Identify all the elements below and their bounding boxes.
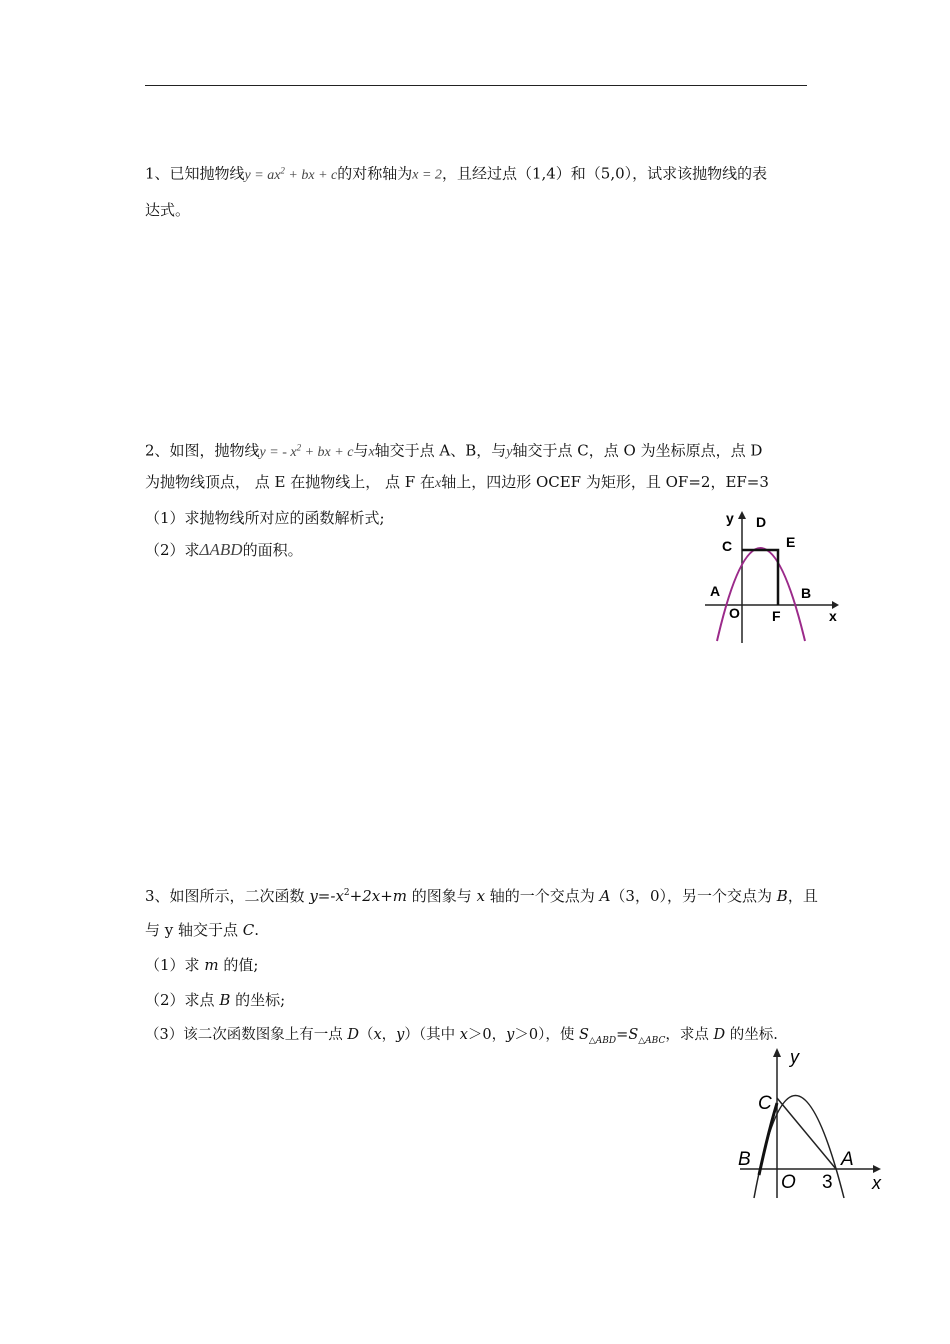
q2-line2: 为抛物线顶点， 点 E 在抛物线上， 点 F 在x轴上，四边形 OCEF 为矩形，且 OF=2，EF=3	[145, 473, 769, 491]
q3-label-a: A	[841, 1149, 854, 1170]
q3-x-arrow-icon	[873, 1165, 881, 1173]
q2-item2: （2）求ΔABD的面积。	[145, 540, 303, 559]
q3-item1: （1）求 m 的值;	[145, 956, 259, 974]
q1-line1: 1、已知抛物线$y = ax^2$ + bx + c的对称轴为x = 2，且经过点（1,4）和（5,0），试求该抛物线的表	[145, 164, 768, 183]
q3-label-b: B	[738, 1149, 751, 1170]
q2-label-b: B	[801, 585, 812, 601]
q3-line2: 与 y 轴交于点 C.	[145, 921, 260, 939]
q3-label-3: 3	[822, 1172, 833, 1193]
q2-label-o: O	[729, 605, 740, 621]
q2-label-e: E	[786, 534, 796, 550]
q2-label-x: x	[829, 608, 837, 624]
q3-figure	[732, 1043, 892, 1203]
q2-item1: （1）求抛物线所对应的函数解析式;	[145, 509, 385, 527]
q3-label-x: x	[872, 1173, 881, 1193]
triangle-abd: ΔABD	[199, 540, 243, 559]
q3-label-c: C	[758, 1093, 772, 1114]
q3-y-arrow-icon	[773, 1048, 781, 1057]
q2-rectangle-ocef	[742, 550, 778, 605]
q2-parabola	[717, 548, 805, 641]
q3-label-o: O	[781, 1172, 796, 1193]
q2-equation: y = - $x^2$ + bx + c	[259, 442, 354, 460]
q2-y-arrow-icon	[738, 511, 746, 519]
q2-label-c: C	[722, 538, 733, 554]
q2-label-f: F	[772, 608, 781, 624]
q1-axis-equation: x = 2	[412, 167, 442, 183]
q3-label-y: y	[790, 1047, 799, 1067]
q1-text-pre: 1、已知抛物线	[145, 164, 245, 183]
q2-figure	[700, 505, 850, 650]
q2-label-a: A	[710, 583, 721, 599]
q3-item2: （2）求点 B 的坐标;	[145, 991, 286, 1009]
q1-line2: 达式。	[145, 201, 191, 219]
q3-segment-ca	[777, 1098, 836, 1169]
q1-equation: $y = ax^2$ + bx + c	[244, 165, 338, 183]
q2-line1: 2、如图，抛物线y = - $x^2$ + bx + c与x轴交于点 A、B，与y轴交于点 C，点 O 为坐标原点，点 D	[145, 441, 763, 460]
header-rule	[145, 85, 807, 86]
q2-label-y: y	[726, 510, 734, 526]
q3-line1: 3、如图所示，二次函数 $y=-x^2+2x+m$ 的图象与 x 轴的一个交点为 A（3，0），另一个交点为 B，且	[145, 887, 818, 905]
q3-item3: （3）该二次函数图象上有一点 D（x，y）（其中 x＞0，y＞0），使 $S_{\triangle ABD}=S_{\triangle ABC}$，求点 D 的坐标.	[145, 1027, 778, 1046]
q2-label-d: D	[756, 514, 767, 530]
